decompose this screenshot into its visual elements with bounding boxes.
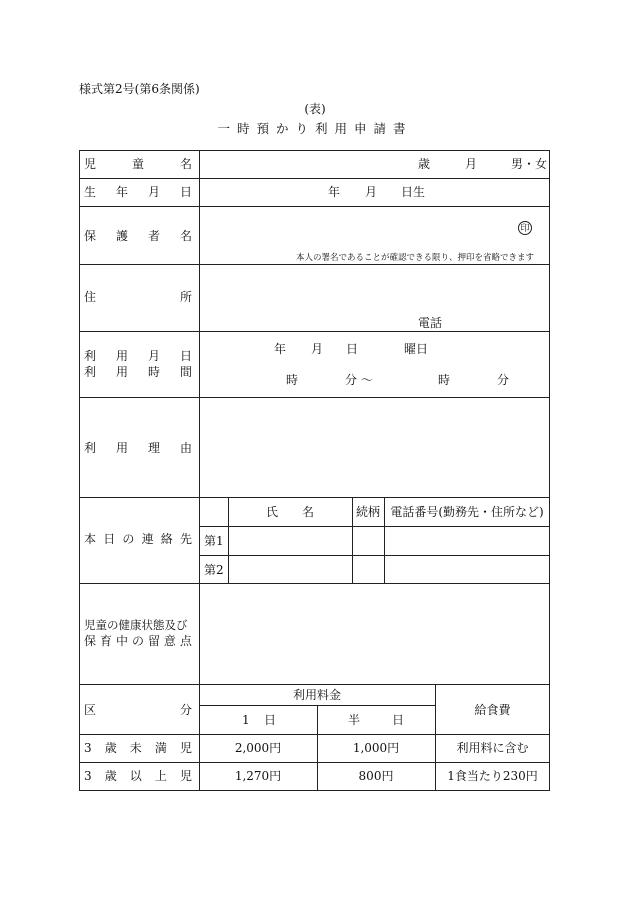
row-divider [79,397,550,398]
form-title: 一時預かり利用申請書 [217,121,413,136]
under-3-meal-fee: 利用料に含む [456,741,529,755]
half-day-header: 半 日 [348,713,404,727]
row-divider [199,555,550,556]
label-usage-date: 利 用 月 日 [84,349,192,363]
over-3-half-fee: 800円 [358,769,394,783]
form-number: 様式第2号(第6条関係) [79,82,200,96]
over-3-full-fee: 1,270円 [234,769,282,783]
contact-name-header: 氏 名 [265,505,314,519]
row-divider [79,734,550,735]
label-reason: 利 用 理 由 [84,441,192,455]
birth-day-unit: 日生 [401,185,426,199]
label-usage-time: 利 用 時 間 [84,365,192,379]
row-divider [79,331,550,332]
label-address: 住 所 [84,290,192,304]
full-day-header: 1 日 [242,713,276,727]
contact-row-2: 第2 [204,563,224,577]
label-guardian: 保 護 者 名 [84,229,192,243]
start-minute-unit: 分 〜 [345,373,373,387]
row-divider [199,526,550,527]
birth-month-unit: 月 [365,185,378,199]
label-contact: 本 日 の 連 絡 先 [84,532,192,546]
meal-header: 給食費 [474,703,511,717]
fee-header: 利用料金 [292,688,341,702]
contact-phone-header: 電話番号(勤務先・住所など) [390,505,544,519]
usage-year-unit: 年 [274,342,287,356]
month-unit: 月 [465,157,478,171]
row-divider [79,684,550,685]
label-category: 区 分 [84,703,192,717]
label-birthdate: 生 年 月 日 [84,185,192,199]
birth-year-unit: 年 [328,185,341,199]
label-under-3: 3 歳 未 満 児 [84,741,192,755]
label-over-3: 3 歳 以 上 児 [84,769,192,783]
row-divider [79,583,550,584]
usage-day-unit: 日 [346,342,359,356]
usage-month-unit: 月 [311,342,324,356]
age-unit: 歳 [418,157,431,171]
row-divider [79,497,550,498]
over-3-meal-fee: 1食当たり230円 [447,769,538,783]
seal-icon: 印 [518,221,532,235]
label-health-line2: 保 育 中 の 留 意 点 [84,634,192,648]
side-indicator: (表) [304,102,326,116]
label-child-name: 児 童 名 [84,157,192,171]
under-3-half-fee: 1,000円 [352,741,400,755]
end-hour-unit: 時 [438,373,451,387]
row-divider [79,178,550,179]
contact-row-1: 第1 [204,534,224,548]
under-3-full-fee: 2,000円 [234,741,282,755]
guardian-note: 本人の署名であることが確認できる限り、押印を省略できます [296,253,535,263]
row-divider [79,206,550,207]
gender-select[interactable]: 男・女 [511,157,548,171]
row-divider [79,762,550,763]
phone-label: 電話 [418,316,443,330]
start-hour-unit: 時 [286,373,299,387]
label-health-line1: 児童の健康状態及び [84,618,188,632]
end-minute-unit: 分 [497,373,510,387]
contact-relation-header: 続柄 [355,505,380,519]
usage-weekday-unit: 曜日 [404,342,429,356]
